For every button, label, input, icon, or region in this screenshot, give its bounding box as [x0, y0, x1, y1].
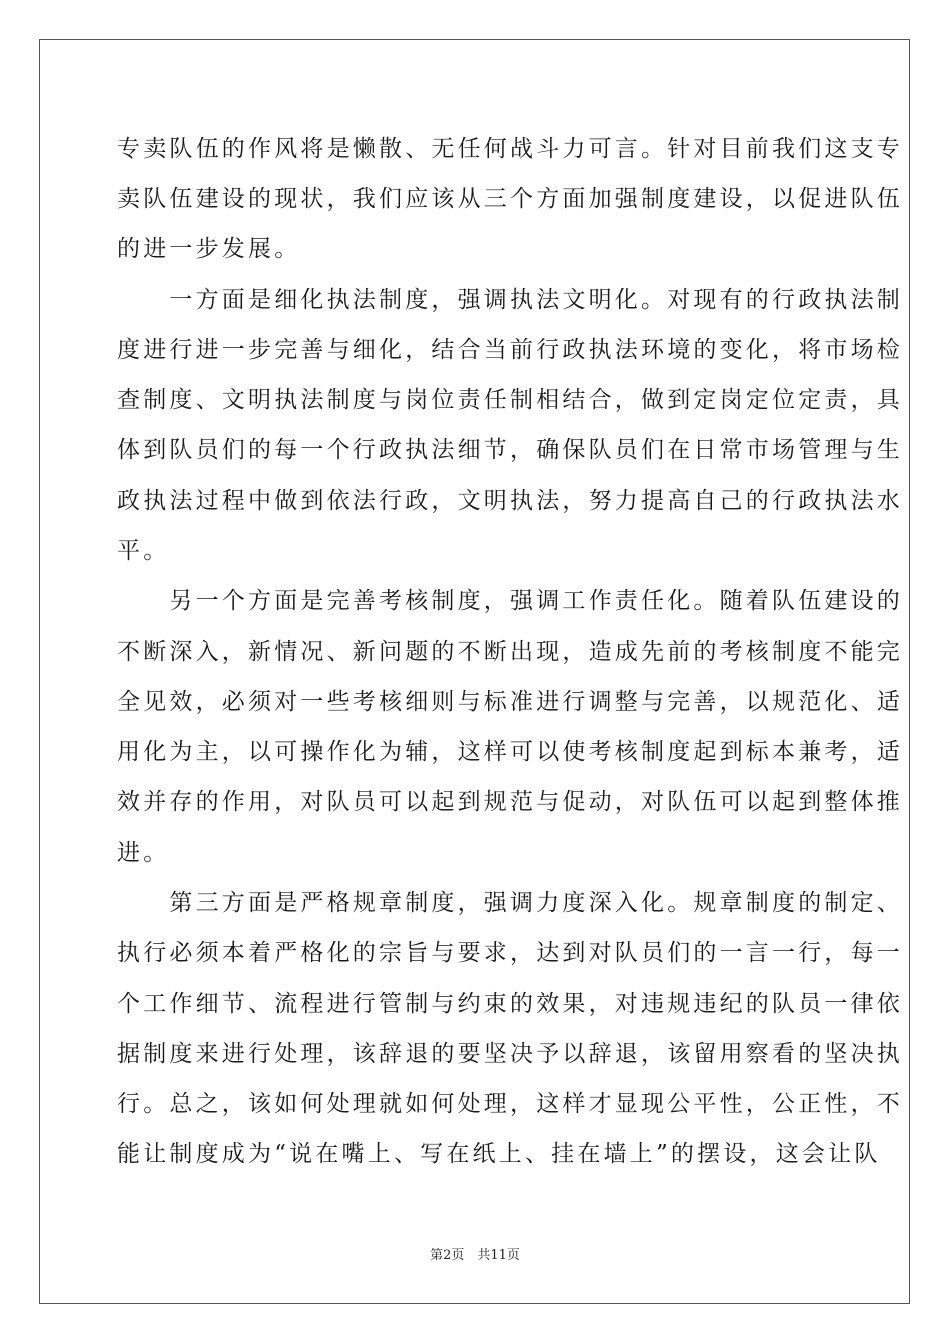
text-line: 用化为主，以可操作化为辅，这样可以使考核制度起到标本兼考，适: [117, 739, 903, 765]
text-line: 另一个方面是完善考核制度，强调工作责任化。随着队伍建设的: [117, 588, 903, 614]
text-line: 查制度、文明执法制度与岗位责任制相结合，做到定岗定位定责，具: [117, 387, 903, 413]
text-line: 度进行进一步完善与细化，结合当前行政执法环境的变化，将市场检: [117, 337, 903, 363]
text-line: 卖队伍建设的现状，我们应该从三个方面加强制度建设，以促进队伍: [117, 186, 903, 212]
text-line: 效并存的作用，对队员可以起到规范与促动，对队伍可以起到整体推: [117, 789, 903, 815]
page-number-footer: 第2页 共11页: [430, 1248, 520, 1263]
text-line: 据制度来进行处理，该辞退的要坚决予以辞退，该留用察看的坚决执: [117, 1041, 903, 1067]
text-line: 专卖队伍的作风将是懒散、无任何战斗力可言。针对目前我们这支专: [117, 136, 903, 162]
text-line: 能让制度成为“说在嘴上、写在纸上、挂在墙上”的摆设，这会让队: [117, 1141, 881, 1167]
text-line: 全见效，必须对一些考核细则与标准进行调整与完善，以规范化、适: [117, 689, 903, 715]
text-line: 个工作细节、流程进行管制与约束的效果，对违规违纪的队员一律依: [117, 991, 903, 1017]
text-line: 进。: [117, 840, 170, 866]
text-line: 平。: [117, 538, 170, 564]
text-line: 的进一步发展。: [117, 236, 301, 262]
text-line: 体到队员们的每一个行政执法细节，确保队员们在日常市场管理与生: [117, 437, 903, 463]
text-line: 不断深入，新情况、新问题的不断出现，造成先前的考核制度不能完: [117, 639, 903, 665]
text-line: 一方面是细化执法制度，强调执法文明化。对现有的行政执法制: [117, 287, 903, 313]
text-line: 政执法过程中做到依法行政，文明执法，努力提高自己的行政执法水: [117, 488, 903, 514]
text-line: 行。总之，该如何处理就如何处理，这样才显现公平性，公正性，不: [117, 1091, 903, 1117]
text-line: 执行必须本着严格化的宗旨与要求，达到对队员们的一言一行，每一: [117, 940, 903, 966]
text-line: 第三方面是严格规章制度，强调力度深入化。规章制度的制定、: [117, 890, 903, 916]
